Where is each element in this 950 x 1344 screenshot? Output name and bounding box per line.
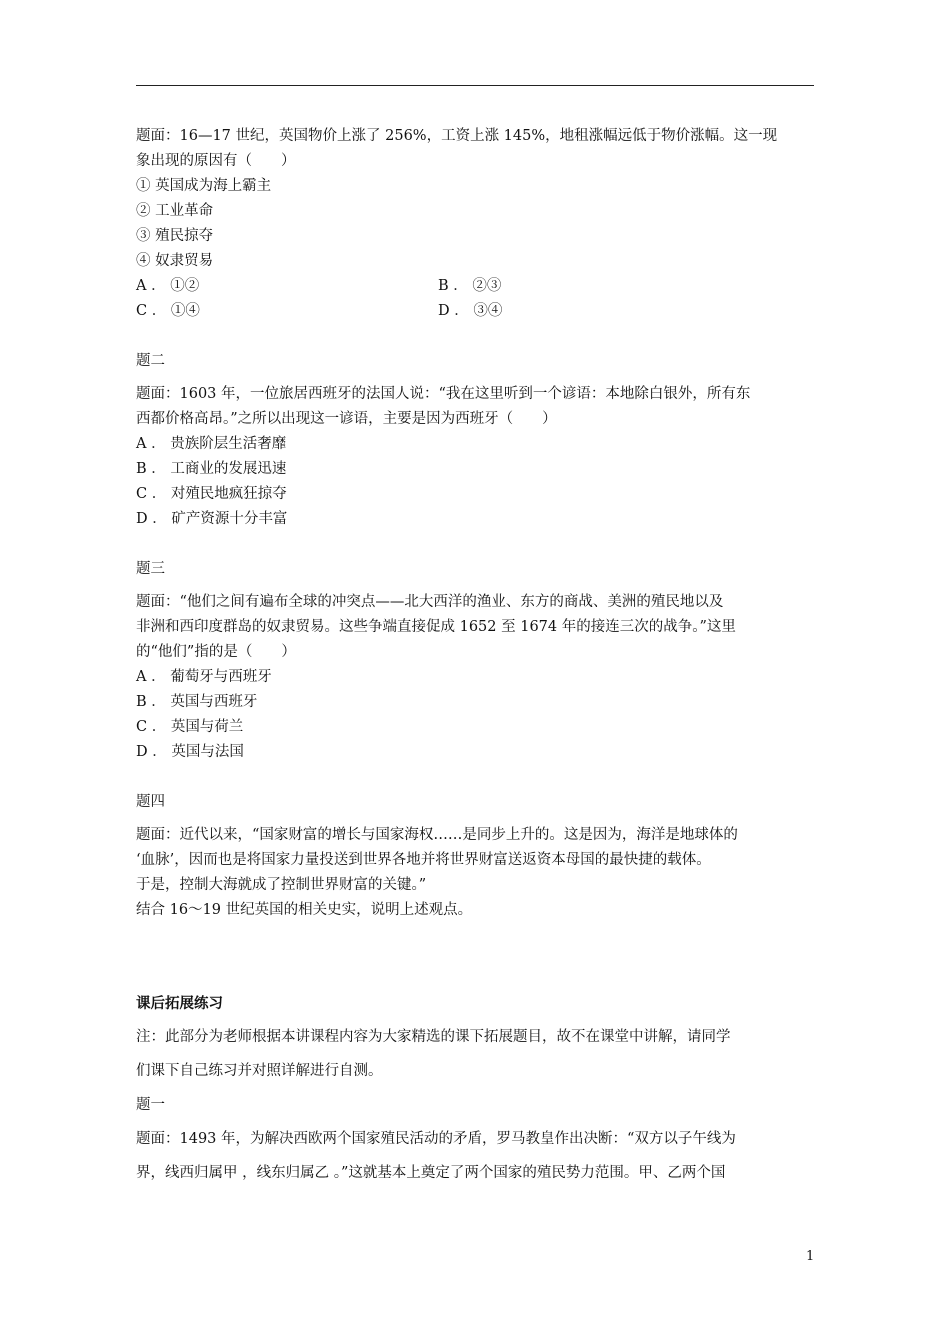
extension-q1-stem-line1: 题面：1493 年，为解决西欧两个国家殖民活动的矛盾，罗马教皇作出决断：“双方以子午线为 (136, 1131, 736, 1147)
question-1 (136, 124, 816, 324)
question-4 (136, 790, 816, 923)
q3-title: 题三 (136, 561, 165, 577)
q3-option-d: D ． 英国与法国 (136, 744, 244, 760)
q3-option-b: B ． 英国与西班牙 (136, 694, 258, 710)
q1-options-row-2 (136, 299, 816, 324)
q1-item-3: ③ 殖民掠夺 (136, 228, 214, 244)
q1-item-4: ④ 奴隶贸易 (136, 253, 214, 269)
q2-option-c: C ． 对殖民地疯狂掠夺 (136, 486, 287, 502)
q2-title: 题二 (136, 353, 165, 369)
extension-heading: 课后拓展练习 (136, 995, 223, 1012)
q4-stem-line4: 结合 16～19 世纪英国的相关史实，说明上述观点。 (136, 902, 473, 918)
q1-option-b: B ． ②③ (438, 278, 502, 294)
q2-stem-line2: 西都价格高昂。”之所以出现这一谚语，主要是因为西班牙（ ） (136, 411, 557, 427)
q4-stem-line1: 题面：近代以来，“国家财富的增长与国家海权……是同步上升的。这是因为，海洋是地球体的 (136, 827, 738, 843)
q1-option-a: A ． ①② (136, 278, 200, 294)
extension-q1-stem-line2: 界，线西归属甲 ，线东归属乙 。”这就基本上奠定了两个国家的殖民势力范围。甲、乙两个国 (136, 1165, 726, 1181)
q3-option-c: C ． 英国与荷兰 (136, 719, 244, 735)
q3-option-a: A ． 葡萄牙与西班牙 (136, 669, 272, 685)
q2-option-b: B ． 工商业的发展迅速 (136, 461, 287, 477)
q1-item-1: ① 英国成为海上霸主 (136, 178, 272, 194)
q1-stem-line2: 象出现的原因有（ ） (136, 153, 296, 169)
q2-stem-line1: 题面：1603 年，一位旅居西班牙的法国人说：“我在这里听到一个谚语：本地除白银外，所有东 (136, 386, 751, 402)
q1-option-d: D ． ③④ (438, 303, 503, 319)
extension-note-line2: 们课下自己练习并对照详解进行自测。 (136, 1063, 383, 1079)
q1-item-2: ② 工业革命 (136, 203, 214, 219)
q2-option-d: D ． 矿产资源十分丰富 (136, 511, 288, 527)
q1-stem-line1: 题面：16—17 世纪，英国物价上涨了 256%，工资上涨 145%，地租涨幅远低于物价涨幅。这一现 (136, 128, 778, 144)
header-rule (136, 85, 814, 86)
extension-note-line1: 注：此部分为老师根据本讲课程内容为大家精选的课下拓展题目，故不在课堂中讲解，请同学 (136, 1029, 731, 1045)
extension-q1-title: 题一 (136, 1097, 165, 1113)
q4-stem-line3: 于是，控制大海就成了控制世界财富的关键。” (136, 877, 427, 893)
q4-title: 题四 (136, 794, 165, 810)
q4-stem-line2: ‘血脉’，因而也是将国家力量投送到世界各地并将世界财富送返资本母国的最快捷的载体。 (136, 852, 711, 868)
q2-option-a: A ． 贵族阶层生活奢靡 (136, 436, 287, 452)
question-3 (136, 557, 816, 765)
q3-stem-line3: 的“他们”指的是（ ） (136, 644, 296, 660)
document-body (136, 124, 816, 1190)
q3-stem-line2: 非洲和西印度群岛的奴隶贸易。这些争端直接促成 1652 至 1674 年的接连三次的战争。”这里 (136, 619, 736, 635)
q1-option-c: C ． ①④ (136, 303, 200, 319)
page-number: 1 (806, 1249, 815, 1264)
extension-section (136, 991, 816, 1190)
q3-stem-line1: 题面：“他们之间有遍布全球的冲突点——北大西洋的渔业、东方的商战、美洲的殖民地以及 (136, 594, 724, 610)
question-2 (136, 349, 816, 532)
q1-options-row-1 (136, 274, 816, 299)
